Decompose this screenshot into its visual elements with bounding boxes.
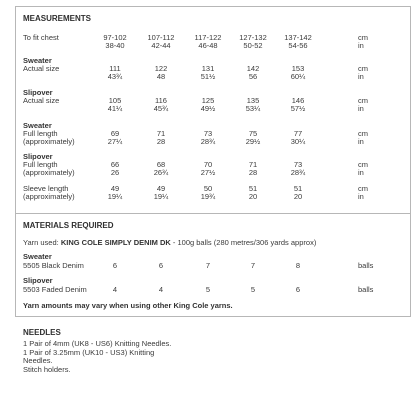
value-in: 26 [110, 168, 120, 177]
yarn-detail: - 100g balls (280 metres/306 yards approx) [170, 238, 317, 247]
unit-label: in [358, 192, 364, 201]
value-in: 28¾ [200, 137, 216, 146]
value-in: 53¼ [245, 104, 261, 113]
value-in: 28 [156, 137, 166, 146]
size-cm: 127-132 [239, 33, 267, 42]
ball-count: 7 [250, 261, 256, 270]
value-in: 19¾ [200, 192, 216, 201]
value-cm: 111 [109, 64, 121, 73]
unit-label: cm [358, 96, 368, 105]
row-heading: Sweater [23, 56, 52, 65]
needle-line: 1 Pair of 4mm (UK8 - US6) Knitting Needles. [23, 339, 172, 348]
value-in: 26¾ [153, 168, 169, 177]
row-heading: Sweater [23, 252, 52, 261]
row-label: (approximately) [23, 137, 75, 146]
value-in: 51½ [200, 72, 216, 81]
row-label: (approximately) [23, 168, 75, 177]
value-cm: 77 [293, 129, 303, 138]
value-in: 43¾ [107, 72, 123, 81]
size-in: 50-52 [243, 41, 263, 50]
ball-count: 6 [158, 261, 164, 270]
unit-label: in [358, 168, 364, 177]
unit-label: in [358, 104, 364, 113]
value-in: 28¾ [290, 168, 306, 177]
value-in: 19¼ [153, 192, 169, 201]
size-cm: 97-102 [103, 33, 127, 42]
needle-line: Needles. [23, 356, 53, 365]
ball-count: 5 [205, 285, 211, 294]
ball-count: 8 [295, 261, 301, 270]
value-cm: 135 [246, 96, 260, 105]
value-in: 30¼ [290, 137, 306, 146]
value-in: 20 [248, 192, 258, 201]
row-label: (approximately) [23, 192, 75, 201]
row-heading: Sweater [23, 121, 52, 130]
unit-label: cm [358, 160, 368, 169]
unit-label: in [358, 137, 364, 146]
value-cm: 153 [291, 64, 305, 73]
value-in: 49½ [200, 104, 216, 113]
ball-count: 4 [112, 285, 118, 294]
value-cm: 71 [156, 129, 166, 138]
value-in: 27½ [200, 168, 216, 177]
value-cm: 66 [110, 160, 120, 169]
value-cm: 69 [110, 129, 120, 138]
size-cm: 137-142 [284, 33, 312, 42]
size-cm: 117-122 [194, 33, 222, 42]
value-cm: 50 [203, 184, 213, 193]
yarn-name: KING COLE SIMPLY DENIM DK [60, 238, 171, 247]
value-in: 41¼ [107, 104, 123, 113]
row-label: Full length [23, 160, 58, 169]
unit-label: cm [358, 184, 368, 193]
value-cm: 142 [246, 64, 260, 73]
value-cm: 49 [156, 184, 166, 193]
section-title: MATERIALS REQUIRED [23, 221, 114, 230]
value-cm: 116 [155, 96, 167, 105]
row-heading: Slipover [23, 276, 53, 285]
value-cm: 51 [248, 184, 258, 193]
row-label: Actual size [23, 64, 60, 73]
materials-note: Yarn amounts may vary when using other King Cole yarns. [23, 301, 233, 310]
value-in: 45¾ [153, 104, 169, 113]
ball-count: 4 [158, 285, 164, 294]
unit-label: cm [358, 33, 368, 42]
colour-label: 5505 Black Denim [23, 261, 84, 270]
value-cm: 70 [203, 160, 213, 169]
value-in: 19¼ [107, 192, 123, 201]
ball-count: 6 [295, 285, 301, 294]
needle-line: 1 Pair of 3.25mm (UK10 - US3) Knitting [23, 347, 155, 357]
value-in: 60¼ [290, 72, 306, 81]
row-heading: Slipover [23, 152, 53, 161]
yarn-used-label: Yarn used: [23, 238, 61, 247]
section-title: NEEDLES [23, 328, 61, 337]
value-in: 29½ [245, 137, 261, 146]
value-cm: 131 [201, 64, 215, 73]
value-in: 57½ [290, 104, 306, 113]
value-in: 28 [248, 168, 258, 177]
value-cm: 146 [291, 96, 305, 105]
value-cm: 49 [110, 184, 120, 193]
value-cm: 125 [201, 96, 215, 105]
value-in: 20 [293, 192, 303, 201]
ball-count: 6 [112, 261, 118, 270]
unit-label: in [358, 41, 364, 50]
value-in: 27¼ [107, 137, 123, 146]
colour-label: 5503 Faded Denim [23, 285, 87, 294]
size-in: 54-56 [288, 41, 308, 50]
value-cm: 73 [293, 160, 303, 169]
value-in: 48 [156, 72, 166, 81]
size-in: 46-48 [198, 41, 218, 50]
value-cm: 73 [203, 129, 213, 138]
row-label: Actual size [23, 96, 60, 105]
section-title: MEASUREMENTS [23, 14, 92, 23]
size-in: 38-40 [105, 41, 125, 50]
row-label: Sleeve length [23, 184, 69, 193]
value-cm: 75 [248, 129, 258, 138]
row-label: To fit chest [23, 33, 59, 42]
ball-count: 7 [205, 261, 211, 270]
value-in: 56 [248, 72, 258, 81]
size-cm: 107-112 [147, 33, 175, 42]
size-in: 42-44 [151, 41, 171, 50]
yarn-used-line [23, 239, 316, 247]
value-cm: 105 [108, 96, 122, 105]
unit-label: in [358, 72, 364, 81]
section-divider [15, 213, 411, 214]
row-heading: Slipover [23, 88, 53, 97]
unit-label: cm [358, 129, 368, 138]
value-cm: 68 [156, 160, 166, 169]
unit-label: balls [358, 285, 374, 294]
row-label: Full length [23, 129, 58, 138]
unit-label: cm [358, 64, 368, 73]
needle-line: Stitch holders. [23, 364, 71, 374]
unit-label: balls [358, 261, 374, 270]
value-cm: 71 [248, 160, 258, 169]
value-cm: 51 [293, 184, 303, 193]
ball-count: 5 [250, 285, 256, 294]
value-cm: 122 [154, 64, 168, 73]
